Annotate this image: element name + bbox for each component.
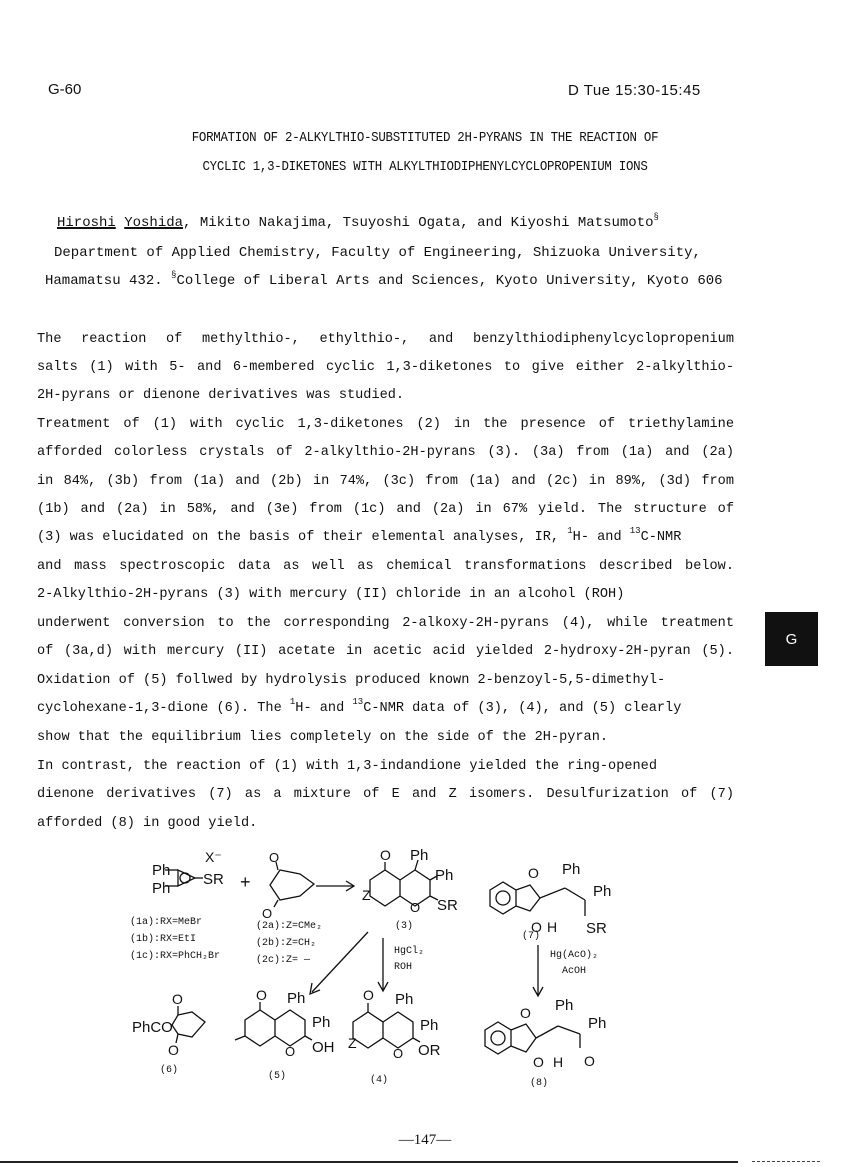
text: H- and bbox=[295, 701, 353, 716]
reagent-roh: ROH bbox=[394, 962, 413, 973]
compound-8 bbox=[485, 997, 606, 1089]
label-6: (6) bbox=[160, 1065, 179, 1076]
body-line: salts (1) with 5- and 6-membered cyclic 1,3-diketones to give either 2-alkylthio- bbox=[37, 360, 734, 375]
reagent-hgoac: Hg(AcO)₂ bbox=[550, 950, 599, 961]
body-line: show that the equilibrium lies completely on the side of the 2H-pyran. bbox=[37, 730, 609, 745]
body-line: and mass spectroscopic data as well as chemical transformations described below. bbox=[37, 559, 734, 574]
body-line: dienone derivatives (7) as a mixture of E and Z isomers. Desulfurization of (7) bbox=[37, 787, 734, 802]
label-o: O bbox=[262, 906, 273, 921]
label-ph: Ph bbox=[395, 991, 414, 1008]
body-line: afforded colorless crystals of 2-alkylthio-2H-pyrans (3). (3a) from (1a) and (2a) bbox=[37, 445, 734, 460]
compound-5 bbox=[235, 987, 335, 1082]
label-oh: OH bbox=[312, 1039, 335, 1056]
label-o: O bbox=[363, 987, 374, 1003]
label-o: O bbox=[584, 1053, 595, 1069]
affiliation-1: Department of Applied Chemistry, Faculty of Engineering, Shizuoka University, bbox=[54, 245, 701, 261]
sup: 1 bbox=[289, 697, 296, 707]
label-ph: Ph bbox=[435, 867, 454, 884]
body-line: In contrast, the reaction of (1) with 1,3-indandione yielded the ring-opened bbox=[37, 759, 657, 774]
co-authors: , Mikito Nakajima, Tsuyoshi Ogata, and Kiyoshi Matsumoto bbox=[183, 215, 654, 231]
label-o: O bbox=[269, 850, 280, 865]
label-sr: SR bbox=[437, 897, 458, 914]
label-o: O bbox=[531, 919, 542, 935]
body-line: underwent conversion to the corresponding 2-alkoxy-2H-pyrans (4), while treatment bbox=[37, 616, 734, 631]
label-o: O bbox=[520, 1005, 531, 1021]
label-ph: Ph bbox=[420, 1017, 439, 1034]
label-2c: (2c):Z= — bbox=[256, 955, 311, 966]
label-ph: Ph bbox=[152, 862, 171, 879]
affiliation-mark: § bbox=[171, 270, 177, 280]
compound-2 bbox=[256, 850, 322, 966]
body-line: Oxidation of (5) follwed by hydrolysis produced known 2-benzoyl-5,5-dimethyl- bbox=[37, 673, 666, 688]
label-ph: Ph bbox=[312, 1014, 331, 1031]
label-ph: Ph bbox=[588, 1015, 607, 1032]
reaction-scheme bbox=[0, 840, 850, 1110]
label-3: (3) bbox=[395, 921, 414, 932]
arrow-icon bbox=[533, 945, 543, 996]
presenting-author-given: Hiroshi bbox=[57, 215, 116, 231]
label-ph: Ph bbox=[555, 997, 574, 1014]
affiliation-2 bbox=[45, 270, 723, 289]
label-2a: (2a):Z=CMe₂ bbox=[256, 921, 323, 932]
text: (3) was elucidated on the basis of their elemental analyses, IR, bbox=[37, 530, 568, 545]
compound-7 bbox=[490, 861, 611, 942]
sup: 13 bbox=[629, 526, 641, 536]
label-7: (7) bbox=[522, 931, 541, 942]
label-or: OR bbox=[418, 1042, 441, 1059]
label-h: H bbox=[547, 919, 558, 935]
label-ph: Ph bbox=[593, 883, 612, 900]
compound-1 bbox=[130, 849, 224, 962]
body-line: 2H-pyrans or dienone derivatives was studied. bbox=[37, 388, 405, 403]
label-ph: Ph bbox=[410, 847, 429, 864]
label-sr: SR bbox=[203, 871, 224, 888]
body-line: 2-Alkylthio-2H-pyrans (3) with mercury (II) chloride in an alcohol (ROH) bbox=[37, 587, 625, 602]
body-line: of (3a,d) with mercury (II) acetate in acetic acid yielded 2-hydroxy-2H-pyran (5). bbox=[37, 644, 734, 659]
bottom-rule bbox=[0, 1161, 738, 1163]
affiliation-2-city: Hamamatsu 432. bbox=[45, 273, 172, 289]
compound-6 bbox=[132, 991, 205, 1076]
body-line: The reaction of methylthio-, ethylthio-, and benzylthiodiphenylcyclopropenium bbox=[37, 332, 734, 347]
label-o: O bbox=[172, 991, 183, 1007]
label-o: O bbox=[168, 1042, 179, 1058]
label-5: (5) bbox=[268, 1071, 287, 1082]
compound-4 bbox=[348, 987, 441, 1086]
label-1b: (1b):RX=EtI bbox=[130, 934, 197, 945]
compound-3 bbox=[362, 847, 458, 932]
label-o: O bbox=[410, 900, 421, 915]
reagent-acoh: AcOH bbox=[562, 966, 587, 977]
text: H- and bbox=[572, 530, 630, 545]
body-line: in 84%, (3b) from (1a) and (2b) in 74%, (3c) from (1a) and (2c) in 89%, (3d) from bbox=[37, 474, 734, 489]
text: C-NMR bbox=[640, 530, 682, 545]
arrow-icon bbox=[316, 881, 354, 891]
label-counterion: X⁻ bbox=[205, 849, 222, 865]
label-ph: Ph bbox=[562, 861, 581, 878]
session-code: G-60 bbox=[48, 81, 82, 98]
affiliation-2-name: College of Liberal Arts and Sciences, Kyoto University, Kyoto 606 bbox=[176, 273, 723, 289]
label-o: O bbox=[528, 865, 539, 881]
label-sr: SR bbox=[586, 920, 607, 937]
title-line-1: FORMATION OF 2-ALKYLTHIO-SUBSTITUTED 2H-PYRANS IN THE REACTION OF bbox=[191, 131, 659, 146]
title-line-2: CYCLIC 1,3-DIKETONES WITH ALKYLTHIODIPHENYLCYCLOPROPENIUM IONS bbox=[202, 160, 648, 175]
page-number: —147— bbox=[398, 1132, 452, 1148]
affiliation-mark: § bbox=[653, 212, 659, 222]
authors bbox=[57, 212, 659, 231]
sup: 13 bbox=[352, 697, 364, 707]
session-time: D Tue 15:30-15:45 bbox=[568, 82, 701, 99]
label-2b: (2b):Z=CH₂ bbox=[256, 938, 317, 949]
arrow-icon bbox=[378, 938, 388, 991]
body-line: (1b) and (2a) in 58%, and (3e) from (1c) and (2a) in 67% yield. The structure of bbox=[37, 502, 734, 517]
body-line bbox=[37, 697, 734, 717]
body-line: Treatment of (1) with cyclic 1,3-diketones (2) in the presence of triethylamine bbox=[37, 417, 734, 432]
text: C-NMR data of (3), (4), and (5) clearly bbox=[363, 701, 682, 716]
sup: 1 bbox=[567, 526, 573, 536]
label-z: Z bbox=[362, 887, 371, 903]
label-1a: (1a):RX=MeBr bbox=[130, 917, 203, 928]
label-4: (4) bbox=[370, 1075, 389, 1086]
label-ph: Ph bbox=[287, 990, 306, 1007]
plus-sign: + bbox=[240, 872, 251, 892]
label-z: Z bbox=[348, 1035, 357, 1051]
label-o: O bbox=[533, 1054, 544, 1070]
label-8: (8) bbox=[530, 1078, 549, 1089]
section-tab-g: G bbox=[765, 612, 818, 666]
label-o: O bbox=[380, 847, 391, 863]
label-o: O bbox=[285, 1044, 296, 1059]
presenting-author-family: Yoshida bbox=[124, 215, 184, 231]
body-line: afforded (8) in good yield. bbox=[37, 816, 258, 831]
label-h: H bbox=[553, 1054, 564, 1070]
reagent-hgcl2: HgCl₂ bbox=[394, 946, 425, 957]
label-ph: Ph bbox=[152, 880, 171, 897]
label-o: O bbox=[393, 1046, 404, 1061]
body-line bbox=[37, 526, 734, 546]
arrow-icon bbox=[310, 932, 368, 994]
bottom-rule-dashed bbox=[752, 1161, 820, 1162]
label-1c: (1c):RX=PhCH₂Br bbox=[130, 951, 221, 962]
label-phco: PhCO bbox=[132, 1019, 173, 1036]
text: cyclohexane-1,3-dione (6). The bbox=[37, 701, 290, 716]
label-o: O bbox=[256, 987, 267, 1003]
